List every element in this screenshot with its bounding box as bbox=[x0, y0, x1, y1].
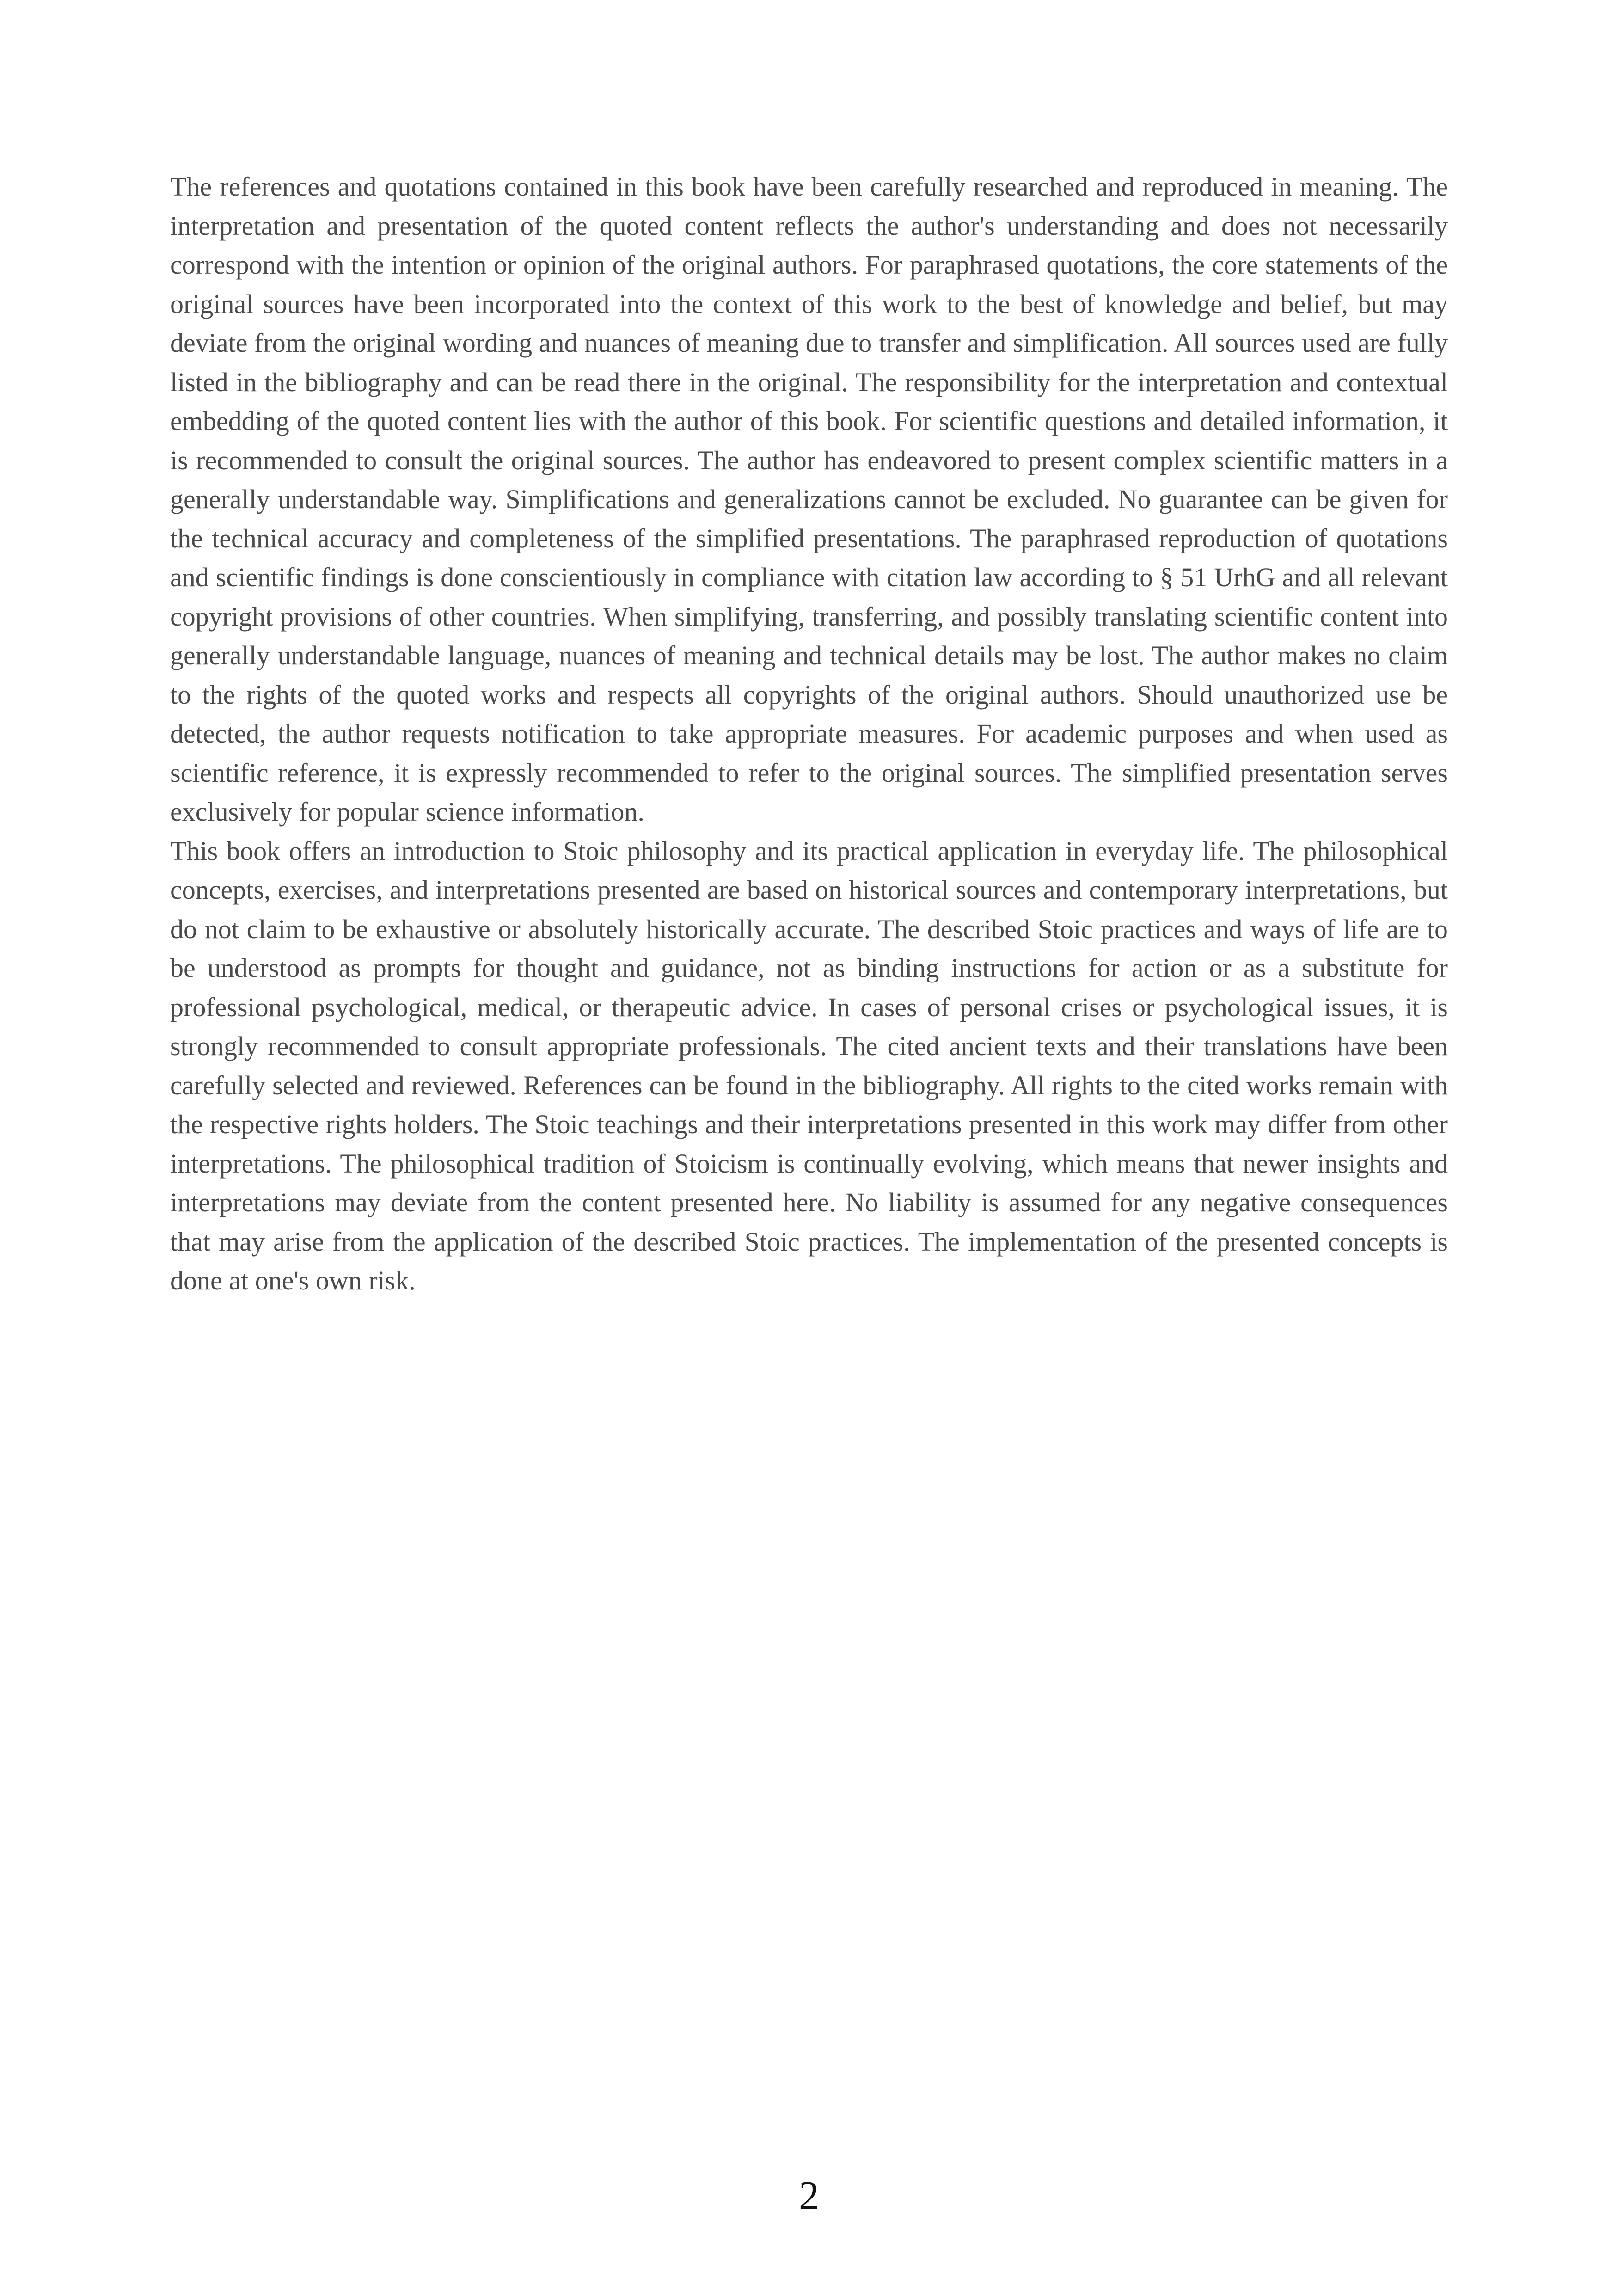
paragraph-references-disclaimer: The references and quotations contained in this book have been carefully researched and reproduced in meaning. The interpretation and presentation of the quoted content reflects the author's understanding and does not necessarily correspond with the intention or opinion of the original authors. For paraphrased quotations, the core statements of the original sources have been incorporated into the context of this work to the best of knowledge and belief, but may deviate from the original wording and nuances of meaning due to transfer and simplification. All sources used are fully listed in the bibliography and can be read there in the original. The responsibility for the interpretation and contextual embedding of the quoted content lies with the author of this book. For scientific questions and detailed information, it is recommended to consult the original sources. The author has endeavored to present complex scientific matters in a generally understandable way. Simplifications and generalizations cannot be excluded. No guarantee can be given for the technical accuracy and completeness of the simplified presentations. The paraphrased reproduction of quotations and scientific findings is done conscientiously in compliance with citation law according to § 51 UrhG and all relevant copyright provisions of other countries. When simplifying, transferring, and possibly translating scientific content into generally understandable language, nuances of meaning and technical details may be lost. The author makes no claim to the rights of the quoted works and respects all copyrights of the original authors. Should unauthorized use be detected, the author requests notification to take appropriate measures. For academic purposes and when used as scientific reference, it is expressly recommended to refer to the original sources. The simplified presentation serves exclusively for popular science information. bbox=[170, 172, 1448, 827]
body-text bbox=[170, 167, 1448, 1301]
page-number: 2 bbox=[799, 2173, 819, 2218]
paragraph-stoic-disclaimer: This book offers an introduction to Stoic philosophy and its practical application in everyday life. The philosophical concepts, exercises, and interpretations presented are based on historical sources and contemporary interpretations, but do not claim to be exhaustive or absolutely historically accurate. The described Stoic practices and ways of life are to be understood as prompts for thought and guidance, not as binding instructions for action or as a substitute for professional psychological, medical, or therapeutic advice. In cases of personal crises or psychological issues, it is strongly recommended to consult appropriate professionals. The cited ancient texts and their translations have been carefully selected and reviewed. References can be found in the bibliography. All rights to the cited works remain with the respective rights holders. The Stoic teachings and their interpretations presented in this work may differ from other interpretations. The philosophical tradition of Stoicism is continually evolving, which means that newer insights and interpretations may deviate from the content presented here. No liability is assumed for any negative consequences that may arise from the application of the described Stoic practices. The implementation of the presented concepts is done at one's own risk. bbox=[170, 835, 1448, 1295]
